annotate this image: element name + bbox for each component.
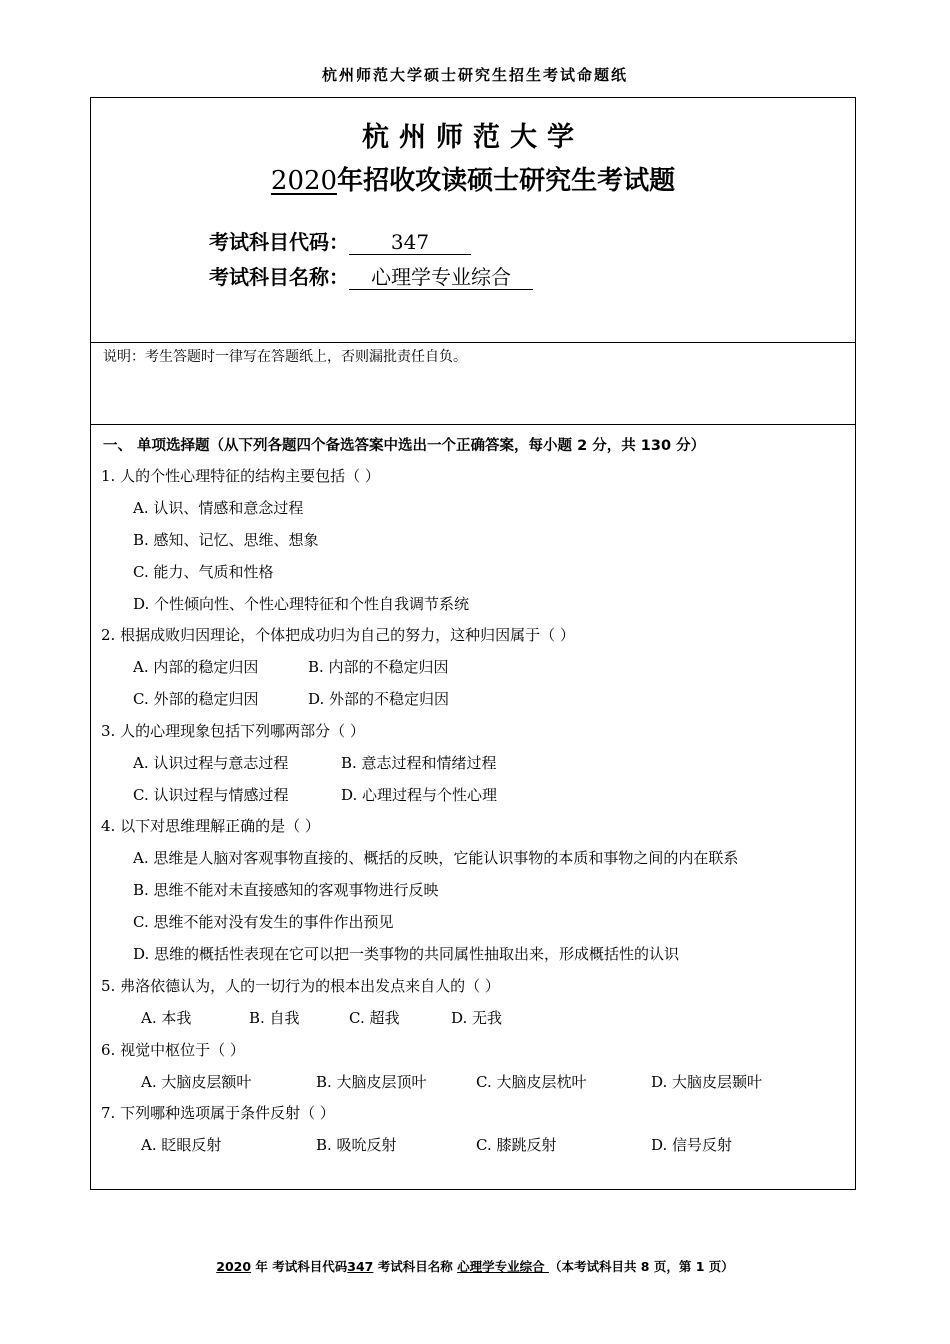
option-c: C. 膝跳反射: [476, 1136, 557, 1154]
title-section: [91, 98, 855, 343]
question-stem: 1. 人的个性心理特征的结构主要包括（ ）: [101, 467, 380, 485]
option-c: C. 外部的稳定归因: [133, 690, 259, 708]
option-a: A. 眨眼反射: [141, 1136, 222, 1154]
footer-year: 2020: [216, 1259, 252, 1274]
footer-code: 347: [347, 1259, 374, 1274]
option-d: D. 个性倾向性、个性心理特征和个性自我调节系统: [133, 595, 470, 613]
option-d: D. 大脑皮层颞叶: [651, 1073, 763, 1091]
footer-pages: （本考试科目共 8 页，第 1 页）: [548, 1259, 734, 1274]
footer-year-suffix: 年 考试科目代码: [251, 1259, 348, 1274]
option-c: C. 能力、气质和性格: [133, 563, 274, 581]
option-d: D. 外部的不稳定归因: [308, 690, 450, 708]
exam-title-suffix: 年招收攻读硕士研究生考试题: [337, 166, 676, 196]
option-b: B. 吸吮反射: [316, 1136, 397, 1154]
instructions-note: 说明：考生答题时一律写在答题纸上，否则漏批责任自负。: [103, 349, 467, 365]
option-a: A. 大脑皮层额叶: [141, 1073, 252, 1091]
option-a: A. 内部的稳定归因: [133, 658, 259, 676]
subject-code-row: [209, 226, 471, 255]
footer-name: 心理学专业综合: [457, 1259, 549, 1274]
question-stem: 5. 弗洛依德认为，人的一切行为的根本出发点来自人的（ ）: [101, 977, 500, 995]
option-c: C. 思维不能对没有发生的事件作出预见: [133, 913, 394, 931]
paper-header-title: 杭州师范大学硕士研究生招生考试命题纸: [321, 66, 628, 84]
option-b: B. 感知、记忆、思维、想象: [133, 531, 319, 549]
subject-name-label: 考试科目名称：: [209, 265, 349, 289]
option-b: B. 大脑皮层顶叶: [316, 1073, 427, 1091]
option-c: C. 大脑皮层枕叶: [476, 1073, 587, 1091]
question-stem: 2. 根据成败归因理论，个体把成功归为自己的努力，这种归因属于（ ）: [101, 626, 575, 644]
option-b: B. 思维不能对未直接感知的客观事物进行反映: [133, 881, 439, 899]
question-stem: 3. 人的心理现象包括下列哪两部分（ ）: [101, 722, 365, 740]
option-a: A. 认识、情感和意念过程: [133, 499, 304, 517]
option-c: C. 超我: [349, 1009, 400, 1027]
university-name: 杭州师范大学: [362, 122, 584, 153]
subject-code-value: 347: [349, 230, 471, 255]
option-a: A. 本我: [141, 1009, 192, 1027]
option-a: A. 认识过程与意志过程: [133, 754, 289, 772]
option-c: C. 认识过程与情感过程: [133, 786, 289, 804]
subject-name-value: 心理学专业综合: [349, 265, 533, 290]
questions-section: [91, 424, 855, 1190]
option-d: D. 思维的概括性表现在它可以把一类事物的共同属性抽取出来，形成概括性的认识: [133, 945, 680, 963]
instructions-section: [91, 342, 855, 425]
exam-title: [91, 160, 855, 197]
option-d: D. 心理过程与个性心理: [341, 786, 498, 804]
question-stem: 7. 下列哪种选项属于条件反射（ ）: [101, 1104, 335, 1122]
option-b: B. 自我: [249, 1009, 300, 1027]
option-d: D. 无我: [451, 1009, 503, 1027]
page-footer: [0, 1257, 950, 1275]
footer-name-label: 考试科目名称: [373, 1259, 458, 1274]
section-heading: 一、 单项选择题（从下列各题四个备选答案中选出一个正确答案，每小题 2 分，共 130 分）: [103, 438, 706, 454]
subject-name-row: [209, 261, 533, 290]
option-d: D. 信号反射: [651, 1136, 733, 1154]
question-stem: 6. 视觉中枢位于（ ）: [101, 1041, 245, 1059]
subject-code-label: 考试科目代码：: [209, 230, 349, 254]
exam-year: 2020: [270, 166, 338, 196]
exam-frame: [90, 97, 856, 1190]
option-a: A. 思维是人脑对客观事物直接的、概括的反映，它能认识事物的本质和事物之间的内在联系: [133, 849, 739, 867]
option-b: B. 内部的不稳定归因: [308, 658, 449, 676]
option-b: B. 意志过程和情绪过程: [341, 754, 497, 772]
question-stem: 4. 以下对思维理解正确的是（ ）: [101, 817, 320, 835]
